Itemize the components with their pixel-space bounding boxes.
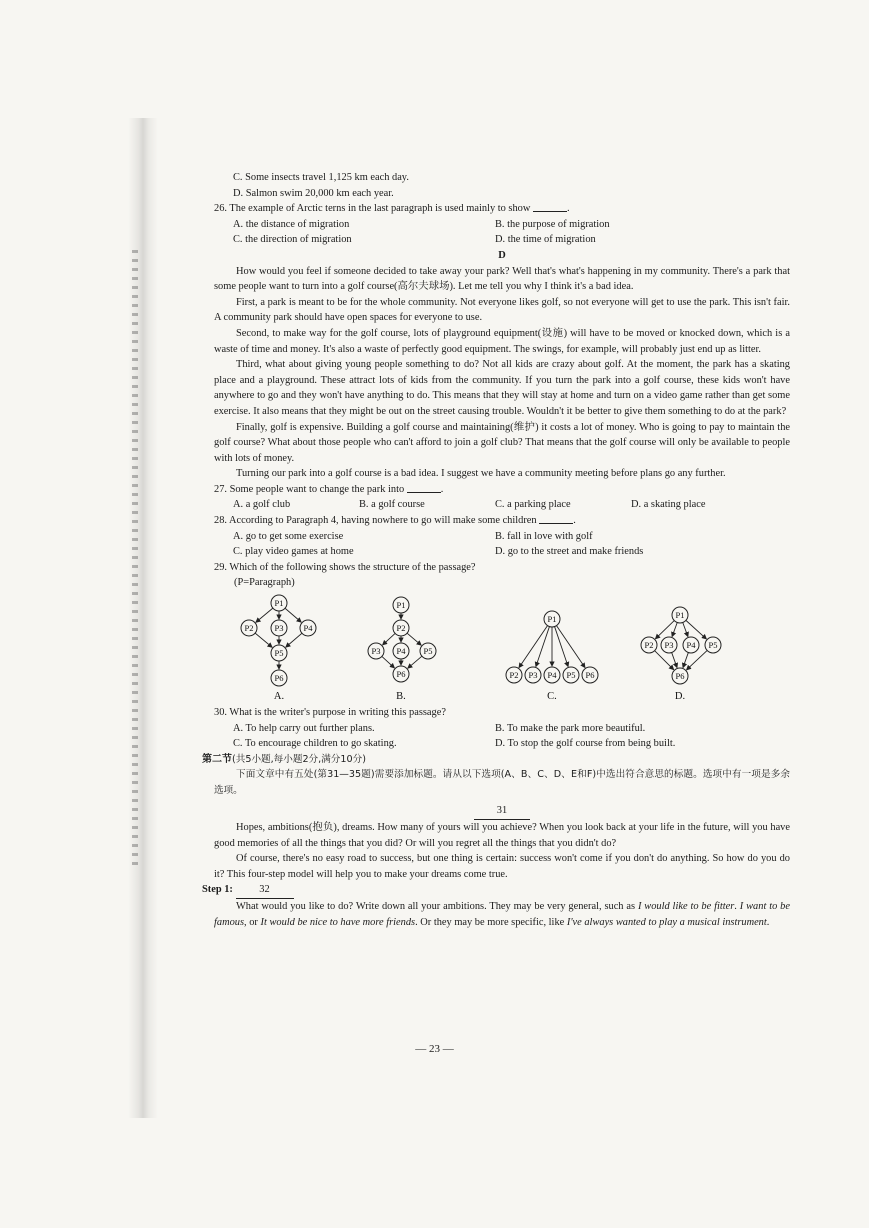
q29-note: (P=Paragraph)	[234, 577, 295, 589]
q28-option-d: D. go to the street and make friends	[495, 546, 644, 558]
step1-period: .	[766, 916, 770, 928]
svg-text:P1: P1	[547, 614, 557, 625]
q27-option-a: A. a golf club	[233, 499, 291, 511]
diagram-b-node	[420, 643, 436, 659]
diagram-b-arrow	[408, 656, 422, 668]
example-1: I would like to be fitter	[637, 900, 735, 912]
q26-stem	[214, 201, 790, 217]
q26-option-a: A. the distance of migration	[233, 218, 350, 230]
svg-text:P2: P2	[396, 623, 406, 634]
q28-option-b: B. fall in love with golf	[495, 530, 593, 542]
diagram-d-node	[641, 637, 657, 653]
svg-text:P4: P4	[547, 670, 557, 681]
diagram-d-node	[672, 668, 688, 684]
q28-option-c: C. play video games at home	[233, 546, 354, 558]
example-4: I've always wanted to play a musical instrument	[566, 916, 767, 928]
diagram-a-node	[271, 670, 287, 686]
svg-text:P4: P4	[686, 640, 696, 651]
section2-title: 第二节	[202, 753, 232, 765]
diagram-a-node	[271, 595, 287, 611]
diagram-d-node	[672, 607, 688, 623]
svg-text:P2: P2	[509, 670, 519, 681]
q30-option-d: D. To stop the golf course from being built.	[495, 738, 676, 750]
page-number: — 23 —	[415, 1043, 454, 1055]
svg-text:P5: P5	[566, 670, 576, 681]
example-3: It would be nice to have more friends	[260, 916, 416, 928]
passage-body	[214, 264, 790, 482]
diagram-a-arrow	[256, 608, 273, 622]
diagram-a-node	[241, 620, 257, 636]
diagram-c-node	[506, 667, 522, 683]
diagram-c-node	[582, 667, 598, 683]
svg-text:P4: P4	[303, 623, 313, 634]
diagram-d-node	[683, 637, 699, 653]
heading-blank-31	[214, 803, 790, 820]
blank-32: 32	[236, 882, 294, 899]
diagram-a-label: A.	[273, 691, 285, 703]
q26-option-b: B. the purpose of migration	[495, 218, 610, 230]
q28-options-row1	[214, 529, 790, 545]
svg-text:P3: P3	[528, 670, 538, 681]
step1-or: or	[249, 916, 258, 928]
diagram-a-node	[271, 620, 287, 636]
step1-line	[202, 882, 790, 899]
diagram-b-node	[368, 643, 384, 659]
diagram-b-arrow	[382, 656, 394, 667]
diagram-c-node	[544, 611, 560, 627]
svg-text:P3: P3	[274, 623, 284, 634]
q26-option-d: D. the time of migration	[495, 234, 596, 246]
passage-paragraph: Third, what about giving young people something to do? Not all kids are crazy about golf. At the moment, the park has a skating place and a playground. These attract lots of kids from the community. If you turn the park into a golf course, these kids won't have anywhere to go and they won't have anything to do. This means that they will stay at home and turn on a video game rather than get some exercise. It also means that they might be out on the street causing trouble. Wouldn't it be better to give them something to do at the park?	[214, 359, 790, 417]
section2-paragraph-step1: What would you like to do? Write down all your ambitions. They may be very general, such as I would like to be fitter. I want to be famous, or It would be nice to have more friends. Or they may be more specific, like I've always wanted to play a musical instrument.	[214, 900, 790, 928]
diagram-c-arrow	[556, 626, 584, 668]
svg-text:P3: P3	[664, 640, 674, 651]
q28-options-row2	[214, 544, 790, 560]
diagram-b-node	[393, 620, 409, 636]
q28-option-a: A. go to get some exercise	[233, 530, 344, 542]
diagram-d-arrow	[672, 623, 677, 637]
section2-title-note: (共5小题,每小题2分,满分10分)	[232, 753, 366, 765]
q30-options-row1	[214, 721, 790, 737]
q26-end: .	[566, 203, 570, 215]
structure-diagrams-svg	[214, 593, 790, 705]
diagram-a-arrow	[285, 608, 301, 622]
q28-blank	[539, 513, 573, 524]
diagram-a-node	[300, 620, 316, 636]
svg-text:P6: P6	[396, 669, 406, 680]
diagram-a-arrow	[255, 633, 272, 647]
diagram-c-node	[525, 667, 541, 683]
passage-label: D	[498, 249, 506, 261]
q27-options	[214, 497, 790, 513]
svg-text:P6: P6	[274, 673, 284, 684]
diagram-a-arrow	[286, 633, 302, 647]
exam-page	[202, 170, 790, 930]
svg-text:P6: P6	[585, 670, 595, 681]
passage-paragraph: Finally, golf is expensive. Building a golf course and maintaining(维护) it costs a lot of money. Who is going to pay to maintain the golf course? What about those people who can't afford to join a golf club? That means that the golf course will only be available to people with lots of money.	[214, 421, 790, 464]
q26-blank	[533, 201, 567, 212]
q25-option-c: C. Some insects travel 1,125 km each day.	[233, 172, 409, 183]
q30-option-a: A. To help carry out further plans.	[233, 722, 375, 734]
q26-option-c: C. the direction of migration	[233, 234, 352, 246]
q30-options-row2	[214, 736, 790, 752]
svg-text:P5: P5	[274, 648, 284, 659]
svg-text:P5: P5	[708, 640, 718, 651]
q27-option-c: C. a parking place	[495, 499, 571, 511]
svg-text:P3: P3	[371, 646, 381, 657]
diagram-c-node	[544, 667, 560, 683]
section2-paragraph: Hopes, ambitions(抱负), dreams. How many of yours will you achieve? When you look back at your life in the future, will you have good memories of all the things that you did? Or will you regret all the things that you didn't do?	[214, 822, 790, 849]
diagram-d-label: D.	[674, 691, 686, 703]
passage-paragraph: How would you feel if someone decided to take away your park? Well that's what's happening in my community. There's a park that some people want to turn into a golf course(高尔夫球场). Let me tell you why I think it's a bad idea.	[214, 265, 790, 293]
diagram-c-arrow	[519, 626, 547, 668]
passage-paragraph: First, a park is meant to be for the whole community. Not everyone likes golf, so not everyone will get to use the park. This isn't fair. A community park should have open spaces for everyone to use.	[214, 296, 790, 324]
step1-label: Step 1:	[202, 884, 233, 896]
step1-text-start: What would you like to do? Write down all your ambitions. They may be very general, such as	[236, 900, 636, 912]
diagram-d-node	[661, 637, 677, 653]
svg-text:P5: P5	[423, 646, 433, 657]
diagram-b-node	[393, 666, 409, 682]
q25-option-d: D. Salmon swim 20,000 km each year.	[233, 187, 394, 199]
q27-stem	[214, 482, 790, 498]
diagram-d-node	[705, 637, 721, 653]
blank-31: 31	[474, 803, 530, 820]
q30-stem: 30. What is the writer's purpose in writing this passage?	[214, 707, 446, 719]
q26-options-row1	[214, 217, 790, 233]
step1-text-mid: . Or they may be more specific, like	[415, 916, 565, 928]
q28-stem-text: 28. According to Paragraph 4, having nowhere to go will make some children	[214, 515, 537, 527]
diagram-c-node	[563, 667, 579, 683]
q26-stem-text: 26. The example of Arctic terns in the last paragraph is used mainly to show	[214, 203, 531, 215]
diagram-d-arrow	[683, 653, 688, 668]
passage-paragraph: Turning our park into a golf course is a bad idea. I suggest we have a community meeting before plans go any further.	[236, 468, 726, 480]
structure-diagrams	[214, 593, 790, 705]
diagram-d-arrow	[655, 621, 674, 639]
diagram-b-arrow	[407, 633, 421, 645]
diagram-a-node	[271, 645, 287, 661]
q27-blank	[407, 482, 441, 493]
passage-paragraph: Second, to make way for the golf course, lots of playground equipment(设施) will have to be moved or knocked down, which is a waste of time and money. It's also a waste of perfectly good equipment. The swings, for example, will probably just end up as litter.	[214, 327, 790, 355]
example-2: I want to be famous	[214, 900, 790, 928]
q27-option-b: B. a golf course	[359, 499, 425, 511]
binding-marks	[132, 250, 138, 870]
q26-options-row2	[214, 232, 790, 248]
svg-text:P2: P2	[644, 640, 654, 651]
svg-text:P2: P2	[244, 623, 254, 634]
q28-stem	[214, 513, 790, 529]
svg-text:P6: P6	[675, 671, 685, 682]
diagram-d-arrow	[686, 620, 706, 639]
svg-text:P1: P1	[396, 600, 406, 611]
q30-option-b: B. To make the park more beautiful.	[495, 722, 646, 734]
diagram-b-node	[393, 597, 409, 613]
diagram-d-arrow	[683, 623, 688, 637]
diagram-b-node	[393, 643, 409, 659]
svg-text:P4: P4	[396, 646, 406, 657]
q27-end: .	[440, 483, 444, 495]
q29-stem: 29. Which of the following shows the structure of the passage?	[214, 561, 476, 573]
section2-paragraph: Of course, there's no easy road to success, but one thing is certain: success won't come if you don't do anything. So how do you do it? This four-step model will help you to make your dreams come true.	[214, 853, 790, 880]
svg-text:P1: P1	[274, 598, 284, 609]
svg-text:P1: P1	[675, 610, 685, 621]
q27-stem-text: 27. Some people want to change the park into	[214, 483, 405, 495]
section2-instruction: 下面文章中有五处(第31—35题)需要添加标题。请从以下选项(A、B、C、D、E和F)中选出符合意思的标题。选项中有一项是多余选项。	[214, 769, 790, 797]
q30-option-c: C. To encourage children to go skating.	[233, 738, 397, 750]
diagram-d-arrow	[655, 651, 674, 670]
q27-option-d: D. a skating place	[631, 499, 706, 511]
section2-header	[202, 752, 790, 768]
q28-end: .	[573, 515, 576, 527]
diagram-c-label: C.	[547, 691, 557, 703]
diagram-b-label: B.	[396, 691, 406, 703]
diagram-d-arrow	[672, 653, 677, 668]
diagram-b-arrow	[383, 633, 395, 644]
